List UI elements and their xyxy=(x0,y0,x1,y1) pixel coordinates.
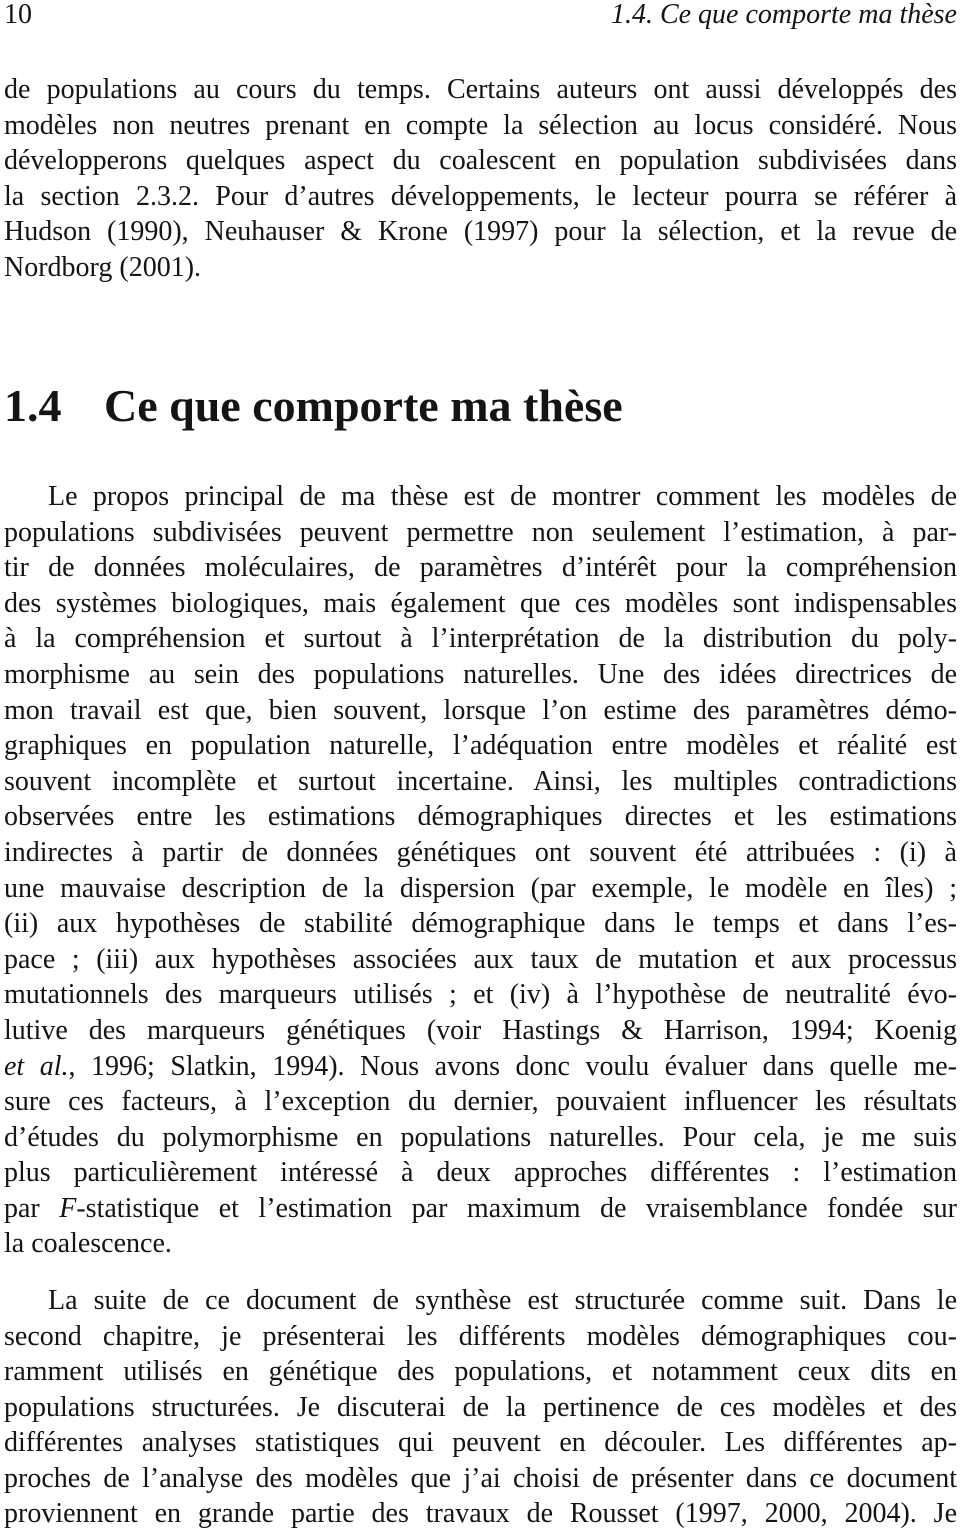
page-number: 10 xyxy=(4,0,32,30)
text-segment: -statistique et l’estimation par maximum de vraisemblance fondée sur xyxy=(76,1192,957,1224)
text-line: (ii) aux hypothèses de stabilité démographique dans le temps et dans l’es- xyxy=(4,908,957,940)
running-title: 1.4. Ce que comporte ma thèse xyxy=(610,0,957,30)
text-line: observées entre les estimations démographiques directes et les estimations xyxy=(4,801,957,833)
text-line: tir de données moléculaires, de paramètres d’intérêt pour la compréhension xyxy=(4,552,957,584)
text-line: des systèmes biologiques, mais également que ces modèles sont indispensables xyxy=(4,587,957,619)
text-line: morphisme au sein des populations naturelles. Une des idées directrices de xyxy=(4,658,957,690)
text-line: la coalescence. xyxy=(4,1228,172,1260)
text-line: second chapitre, je présenterai les différents modèles démographiques cou- xyxy=(4,1320,957,1352)
text-line: Nordborg (2001). xyxy=(4,251,202,283)
text-line: graphiques en population naturelle, l’adéquation entre modèles et réalité est xyxy=(4,730,957,762)
section-number: 1.4 xyxy=(4,380,62,431)
italic-f-symbol: F xyxy=(59,1192,77,1224)
text-line: proches de l’analyse des modèles que j’ai choisi de présenter dans ce document xyxy=(4,1462,957,1494)
paragraph-1 xyxy=(4,72,957,286)
text-line: Hudson (1990), Neuhauser & Krone (1997) pour la sélection, et la revue de xyxy=(4,216,957,248)
text-line: lutive des marqueurs génétiques (voir Hastings & Harrison, 1994; Koenig xyxy=(4,1014,957,1046)
text-segment: , 1996; Slatkin, 1994). Nous avons donc voulu évaluer dans quelle me- xyxy=(68,1050,957,1082)
text-line: mon travail est que, bien souvent, lorsque l’on estime des paramètres démo- xyxy=(4,694,957,726)
text-line: La suite de ce document de synthèse est structurée comme suit. Dans le xyxy=(48,1285,957,1316)
paragraph-2 xyxy=(4,479,957,1262)
text-line: souvent incomplète et surtout incertaine. Ainsi, les multiples contradictions xyxy=(4,765,957,797)
text-line: la section 2.3.2. Pour d’autres développements, le lecteur pourra se référer à xyxy=(4,180,957,212)
section-heading xyxy=(4,382,623,430)
text-line: d’études du polymorphisme en populations naturelles. Pour cela, je me suis xyxy=(4,1121,957,1153)
text-segment: par xyxy=(4,1192,60,1224)
text-line: pace ; (iii) aux hypothèses associées aux taux de mutation et aux processus xyxy=(4,943,957,975)
text-line: plus particulièrement intéressé à deux approches différentes : l’estimation xyxy=(4,1157,957,1189)
text-line: ramment utilisés en génétique des populations, et notamment ceux dits en xyxy=(4,1356,957,1387)
text-line: populations structurées. Je discuterai de la pertinence de ces modèles et des xyxy=(4,1391,957,1423)
text-line: Le propos principal de ma thèse est de montrer comment les modèles de xyxy=(48,481,957,512)
text-line xyxy=(4,1191,957,1227)
text-line xyxy=(4,1049,957,1085)
text-line: sure ces facteurs, à l’exception du dernier, pouvaient influencer les résultats xyxy=(4,1086,957,1118)
italic-et-al: et al. xyxy=(4,1050,69,1082)
text-line: populations subdivisées peuvent permettre non seulement l’estimation, à par- xyxy=(4,516,957,548)
text-line: de populations au cours du temps. Certains auteurs ont aussi développés des xyxy=(4,74,957,105)
text-line: une mauvaise description de la dispersion (par exemple, le modèle en îles) ; xyxy=(4,872,957,904)
text-line: à la compréhension et surtout à l’interprétation de la distribution du poly- xyxy=(4,623,957,655)
text-line: proviennent en grande partie des travaux de Rousset (1997, 2000, 2004). Je xyxy=(4,1498,957,1529)
text-line: indirectes à partir de données génétiques ont souvent été attribuées : (i) à xyxy=(4,836,957,868)
text-line: mutationnels des marqueurs utilisés ; et (iv) à l’hypothèse de neutralité évo- xyxy=(4,979,957,1011)
paragraph-3 xyxy=(4,1283,957,1532)
text-line: développerons quelques aspect du coalescent en population subdivisées dans xyxy=(4,145,957,177)
text-line: différentes analyses statistiques qui peuvent en découler. Les différentes ap- xyxy=(4,1427,957,1458)
section-title: Ce que comporte ma thèse xyxy=(104,380,623,431)
page-header xyxy=(4,0,957,30)
text-line: modèles non neutres prenant en compte la sélection au locus considéré. Nous xyxy=(4,109,957,141)
